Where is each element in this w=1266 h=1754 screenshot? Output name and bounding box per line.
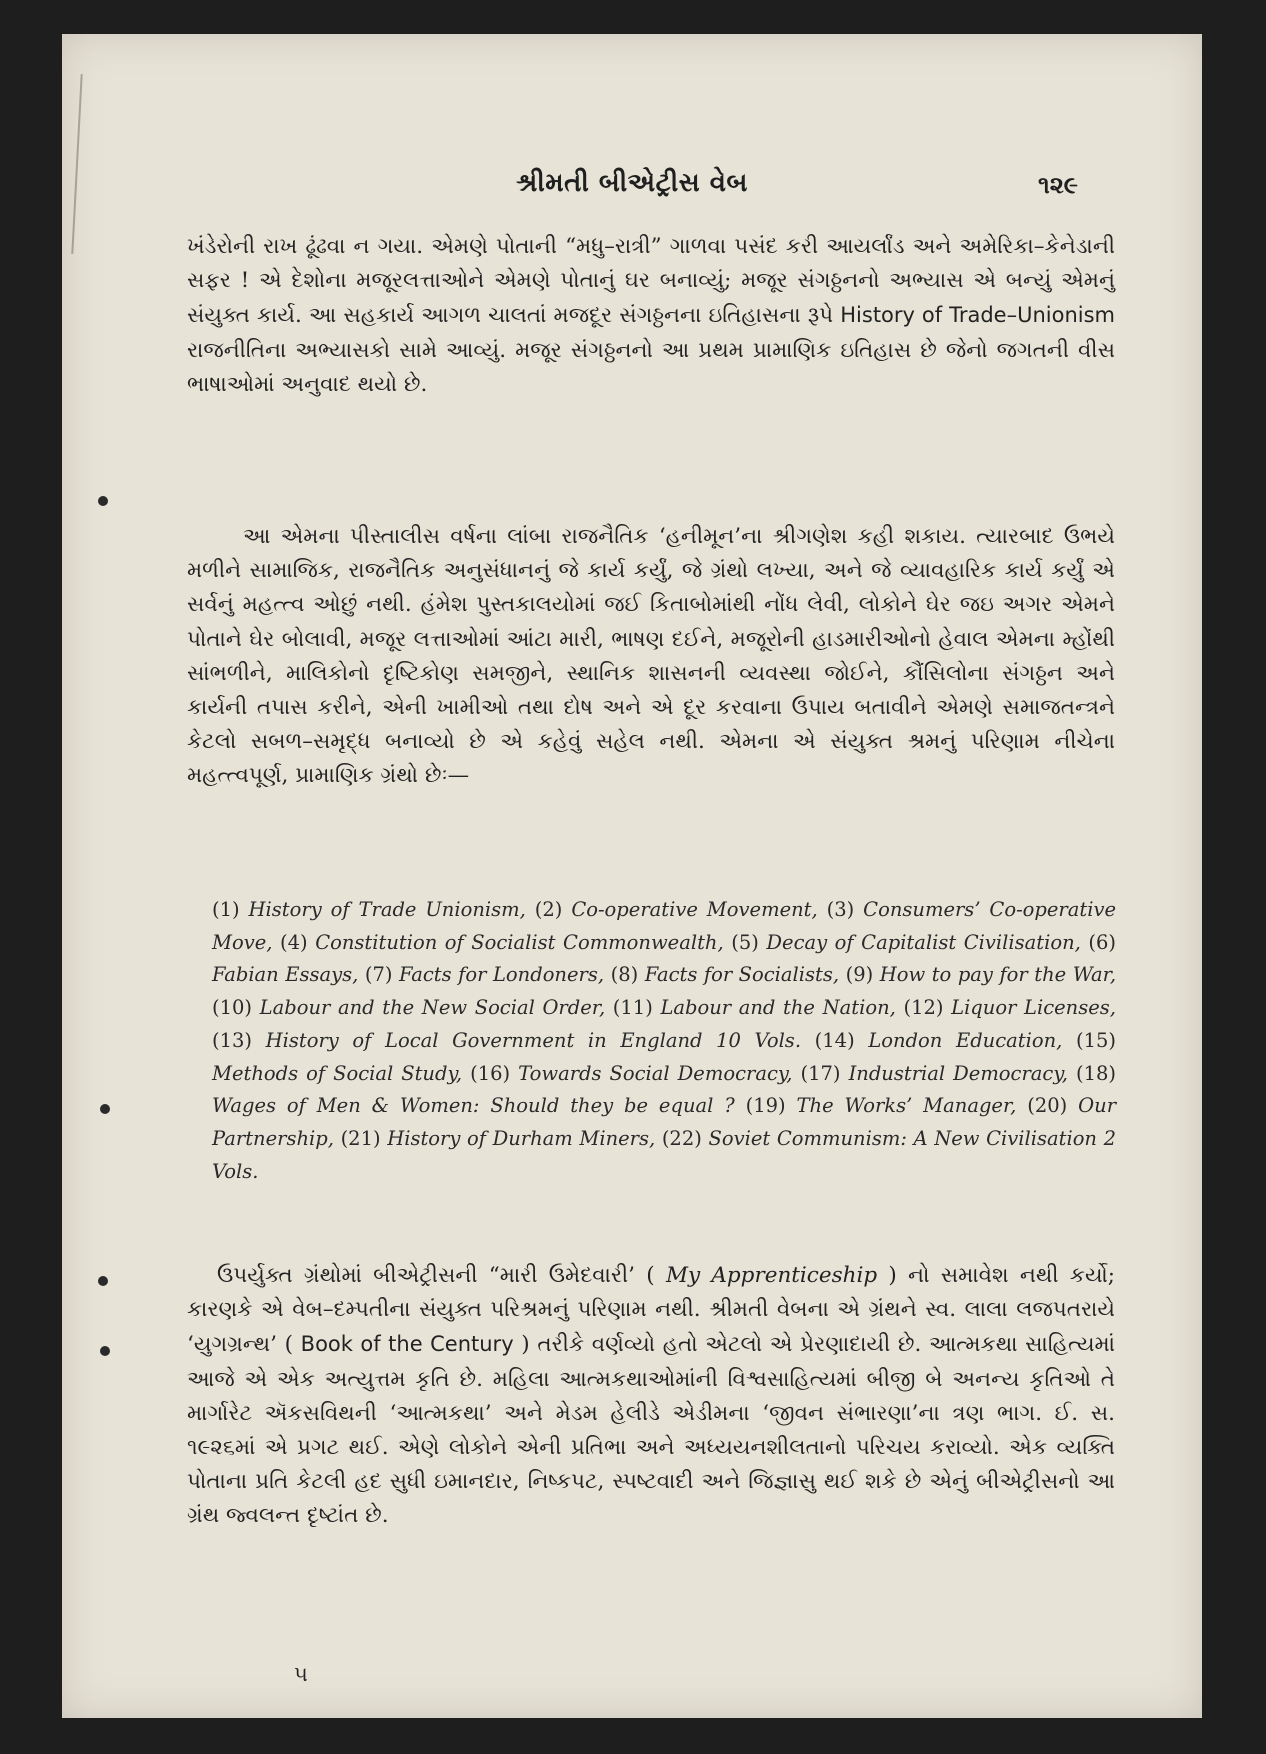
book-number: (20)	[1027, 1094, 1068, 1118]
paragraph-1-english-title: History of Trade–Unionism	[840, 303, 1115, 328]
book-number: (9)	[845, 963, 874, 987]
book-title: Co-operative Movement,	[571, 898, 818, 921]
book-number: (8)	[610, 963, 639, 987]
paragraph-3-part-b: ) નો સમાવેશ નથી કર્યો; કારણકે એ વેબ–દમ્પતીના સંયુક્ત પરિશ્રમનું પરિણામ નથી. શ્રીમતી વેબના એ ગ્રંથને સ્વ. લાલા લજપતરાયે ‘યુગગ્રન્થ’ (	[187, 1263, 1115, 1358]
book-title: Industrial Democracy,	[848, 1061, 1068, 1085]
book-title: Soviet Communism: A New Civilisation 2 Vols.	[212, 1126, 1117, 1183]
book-title: Decay of Capitalist Civilisation,	[766, 930, 1081, 954]
book-number: (17)	[800, 1061, 841, 1085]
book-number: (5)	[731, 930, 759, 954]
book-number: (12)	[903, 996, 944, 1020]
paragraph-3-part-a: ઉપર્યુક્ત ગ્રંથોમાં બીએટ્રીસની “મારી ઉમેદવારી’ (	[217, 1263, 655, 1288]
book-title: History of Local Government in England 10 Vols.	[265, 1028, 802, 1052]
book-title: History of Trade Unionism,	[248, 898, 526, 921]
book-number: (6)	[1088, 930, 1117, 954]
book-number: (18)	[1075, 1061, 1117, 1085]
paragraph-2: આ એમના પીસ્તાલીસ વર્ષના લાંબા રાજનૈતિક ‘હનીમૂન’ના શ્રીગણેશ કહી શકાય. ત્યારબાદ ઉભયે મળીને સામાજિક, રાજનૈતિક અનુસંધાનનું જે કાર્ય કર્યું, જે ગ્રંથો લખ્યા, અને જે વ્યાવહારિક કાર્ય કર્યું એ સર્વનું મહત્ત્વ ઓછું નથી. હંમેશ પુસ્તકાલયોમાં જઈ કિતાબોમાંથી નોંધ લેવી, લોકોને ઘેર જઇ અગર એમને પોતાને ઘેર બોલાવી, મજૂર લત્તાઓમાં આંટા મારી, ભાષણ દઈને, મજૂરોની હાડમારીઓનો હેવાલ એમના મ્હોંથી સાંભળીને, માલિકોનો દૃષ્ટિકોણ સમજીને, સ્થાનિક શાસનની વ્યવસ્થા જોઈને, કૌંસિલોના સંગઠ્ઠન અને કાર્યની તપાસ કરીને, એની ખામીઓ તથા દોષ અને એ દૂર કરવાના ઉપાય બતાવીને એમણે સમાજતન્ત્રને કેટલો સબળ–સમૃદ્ધ બનાવ્યો છે એ કહેવું સહેલ નથી. એમના એ સંયુક્ત શ્રમનું પરિણામ નીચેના મહત્ત્વપૂર્ણ, પ્રામાણિક ગ્રંથો છેઃ—	[187, 524, 1115, 789]
book-title: Wages of Men & Women: Should they be equal ?	[212, 1094, 735, 1118]
book-title: Labour and the New Social Order,	[259, 996, 606, 1020]
book-title: The Works’ Manager,	[796, 1094, 1017, 1118]
book-number: (4)	[280, 930, 308, 954]
book-title: Facts for Londoners,	[399, 963, 605, 987]
book-title: London Education,	[868, 1028, 1063, 1052]
book-title: Our Partnership,	[212, 1094, 1117, 1150]
paragraph-3	[187, 1259, 1115, 1534]
book-number: (15)	[1075, 1028, 1117, 1052]
book-number: (19)	[745, 1094, 786, 1118]
book-title: Liquor Licenses,	[951, 996, 1116, 1020]
binding-hole	[100, 1346, 110, 1356]
book-number: (11)	[612, 996, 653, 1020]
book-title: Facts for Socialists,	[644, 963, 840, 987]
book-title: How to pay for the War,	[879, 963, 1117, 987]
book-title: Constitution of Socialist Commonwealth,	[315, 930, 724, 954]
paragraph-3-english-phrase: Book of the Century	[300, 1332, 514, 1357]
book-number: (1)	[212, 898, 240, 921]
paragraph-3-part-c: ) તરીકે વર્ણવ્યો હતો એટલો એ પ્રેરણાદાયી છે. આત્મકથા સાહિત્યમાં આજે એ એક અત્યુત્તમ કૃતિ છે. મહિલા આત્મકથાઓમાંની વિશ્વસાહિત્યમાં બીજી બે અનન્ય કૃતિઓ તે માર્ગારેટ ઍકસવિથની ‘આત્મકથા’ અને મેડમ હેલીડે એડીમના ‘જીવન સંભારણા’ના ત્રણ ભાગ. ઈ. સ. ૧૯૨૬માં એ પ્રગટ થઈ. એણે લોકોને એની પ્રતિભા અને અધ્યયનશીલતાનો પરિચય કરાવ્યો. એક વ્યક્તિ પોતાના પ્રતિ કેટલી હદ સુધી ઇમાનદાર, નિષ્કપટ, સ્પષ્ટવાદી અને જિજ્ઞાસુ થઈ શકે છે એનું બીએટ્રીસનો આ ગ્રંથ જ્વલન્ત દૃષ્ટાંત છે.	[187, 1332, 1116, 1529]
page-number: ૧૨૯	[1037, 170, 1078, 199]
book-number: (7)	[364, 963, 393, 987]
book-title: Methods of Social Study,	[212, 1061, 463, 1085]
book-number: (16)	[470, 1061, 511, 1085]
paragraph-1-tail: રાજનીતિના અભ્યાસકો સામે આવ્યું. મજૂર સંગઠ્ઠનનો આ પ્રથમ પ્રામાણિક ઇતિહાસ છે જેનો જગતની વીસ ભાષાઓમાં અનુવાદ થયો છે.	[187, 337, 1115, 397]
book-number: (21)	[340, 1126, 381, 1150]
book-number: (3)	[826, 898, 855, 921]
page-header	[122, 168, 1142, 208]
binding-hole	[98, 496, 108, 506]
running-title: શ્રીમતી બીએટ્રીસ વેબ	[516, 168, 748, 198]
paragraph-1	[187, 230, 1115, 402]
book-number: (14)	[814, 1028, 855, 1052]
book-title: History of Durham Miners,	[387, 1126, 656, 1150]
binding-hole	[98, 1276, 108, 1286]
book-title: Consumers’ Co-operative Move,	[212, 898, 1117, 954]
paragraph-1-text: ખંડેરોની રાખ ઢૂંઢવા ન ગયા. એમણે પોતાની “મધુ–રાત્રી” ગાળવા પસંદ કરી આયર્લાંડ અને અમેરિકા–કેનેડાની સફર ! એ દેશોના મજૂરલત્તાઓને એમણે પોતાનું ઘર બનાવ્યું; મજૂર સંગઠ્ઠનનો અભ્યાસ એ બન્યું એમનું સંયુક્ત કાર્ય. આ સહકાર્ય આગળ ચાલતાં મજદૂર સંગઠ્ઠનના ઇતિહાસના રૂપે	[187, 234, 1115, 329]
book-number: (2)	[534, 898, 563, 921]
signature-mark: ૫	[294, 1662, 308, 1686]
book-number: (22)	[661, 1126, 702, 1150]
book-title: Fabian Essays,	[212, 963, 359, 987]
binding-hole	[100, 1104, 110, 1114]
book-number: (10)	[212, 996, 253, 1020]
book-number: (13)	[212, 1028, 253, 1052]
book-page	[62, 34, 1202, 1718]
book-title: Labour and the Nation,	[660, 996, 896, 1020]
book-list	[212, 894, 1116, 1188]
book-title: Towards Social Democracy,	[518, 1061, 793, 1085]
paragraph-3-english-title: My Apprenticeship	[665, 1263, 878, 1288]
